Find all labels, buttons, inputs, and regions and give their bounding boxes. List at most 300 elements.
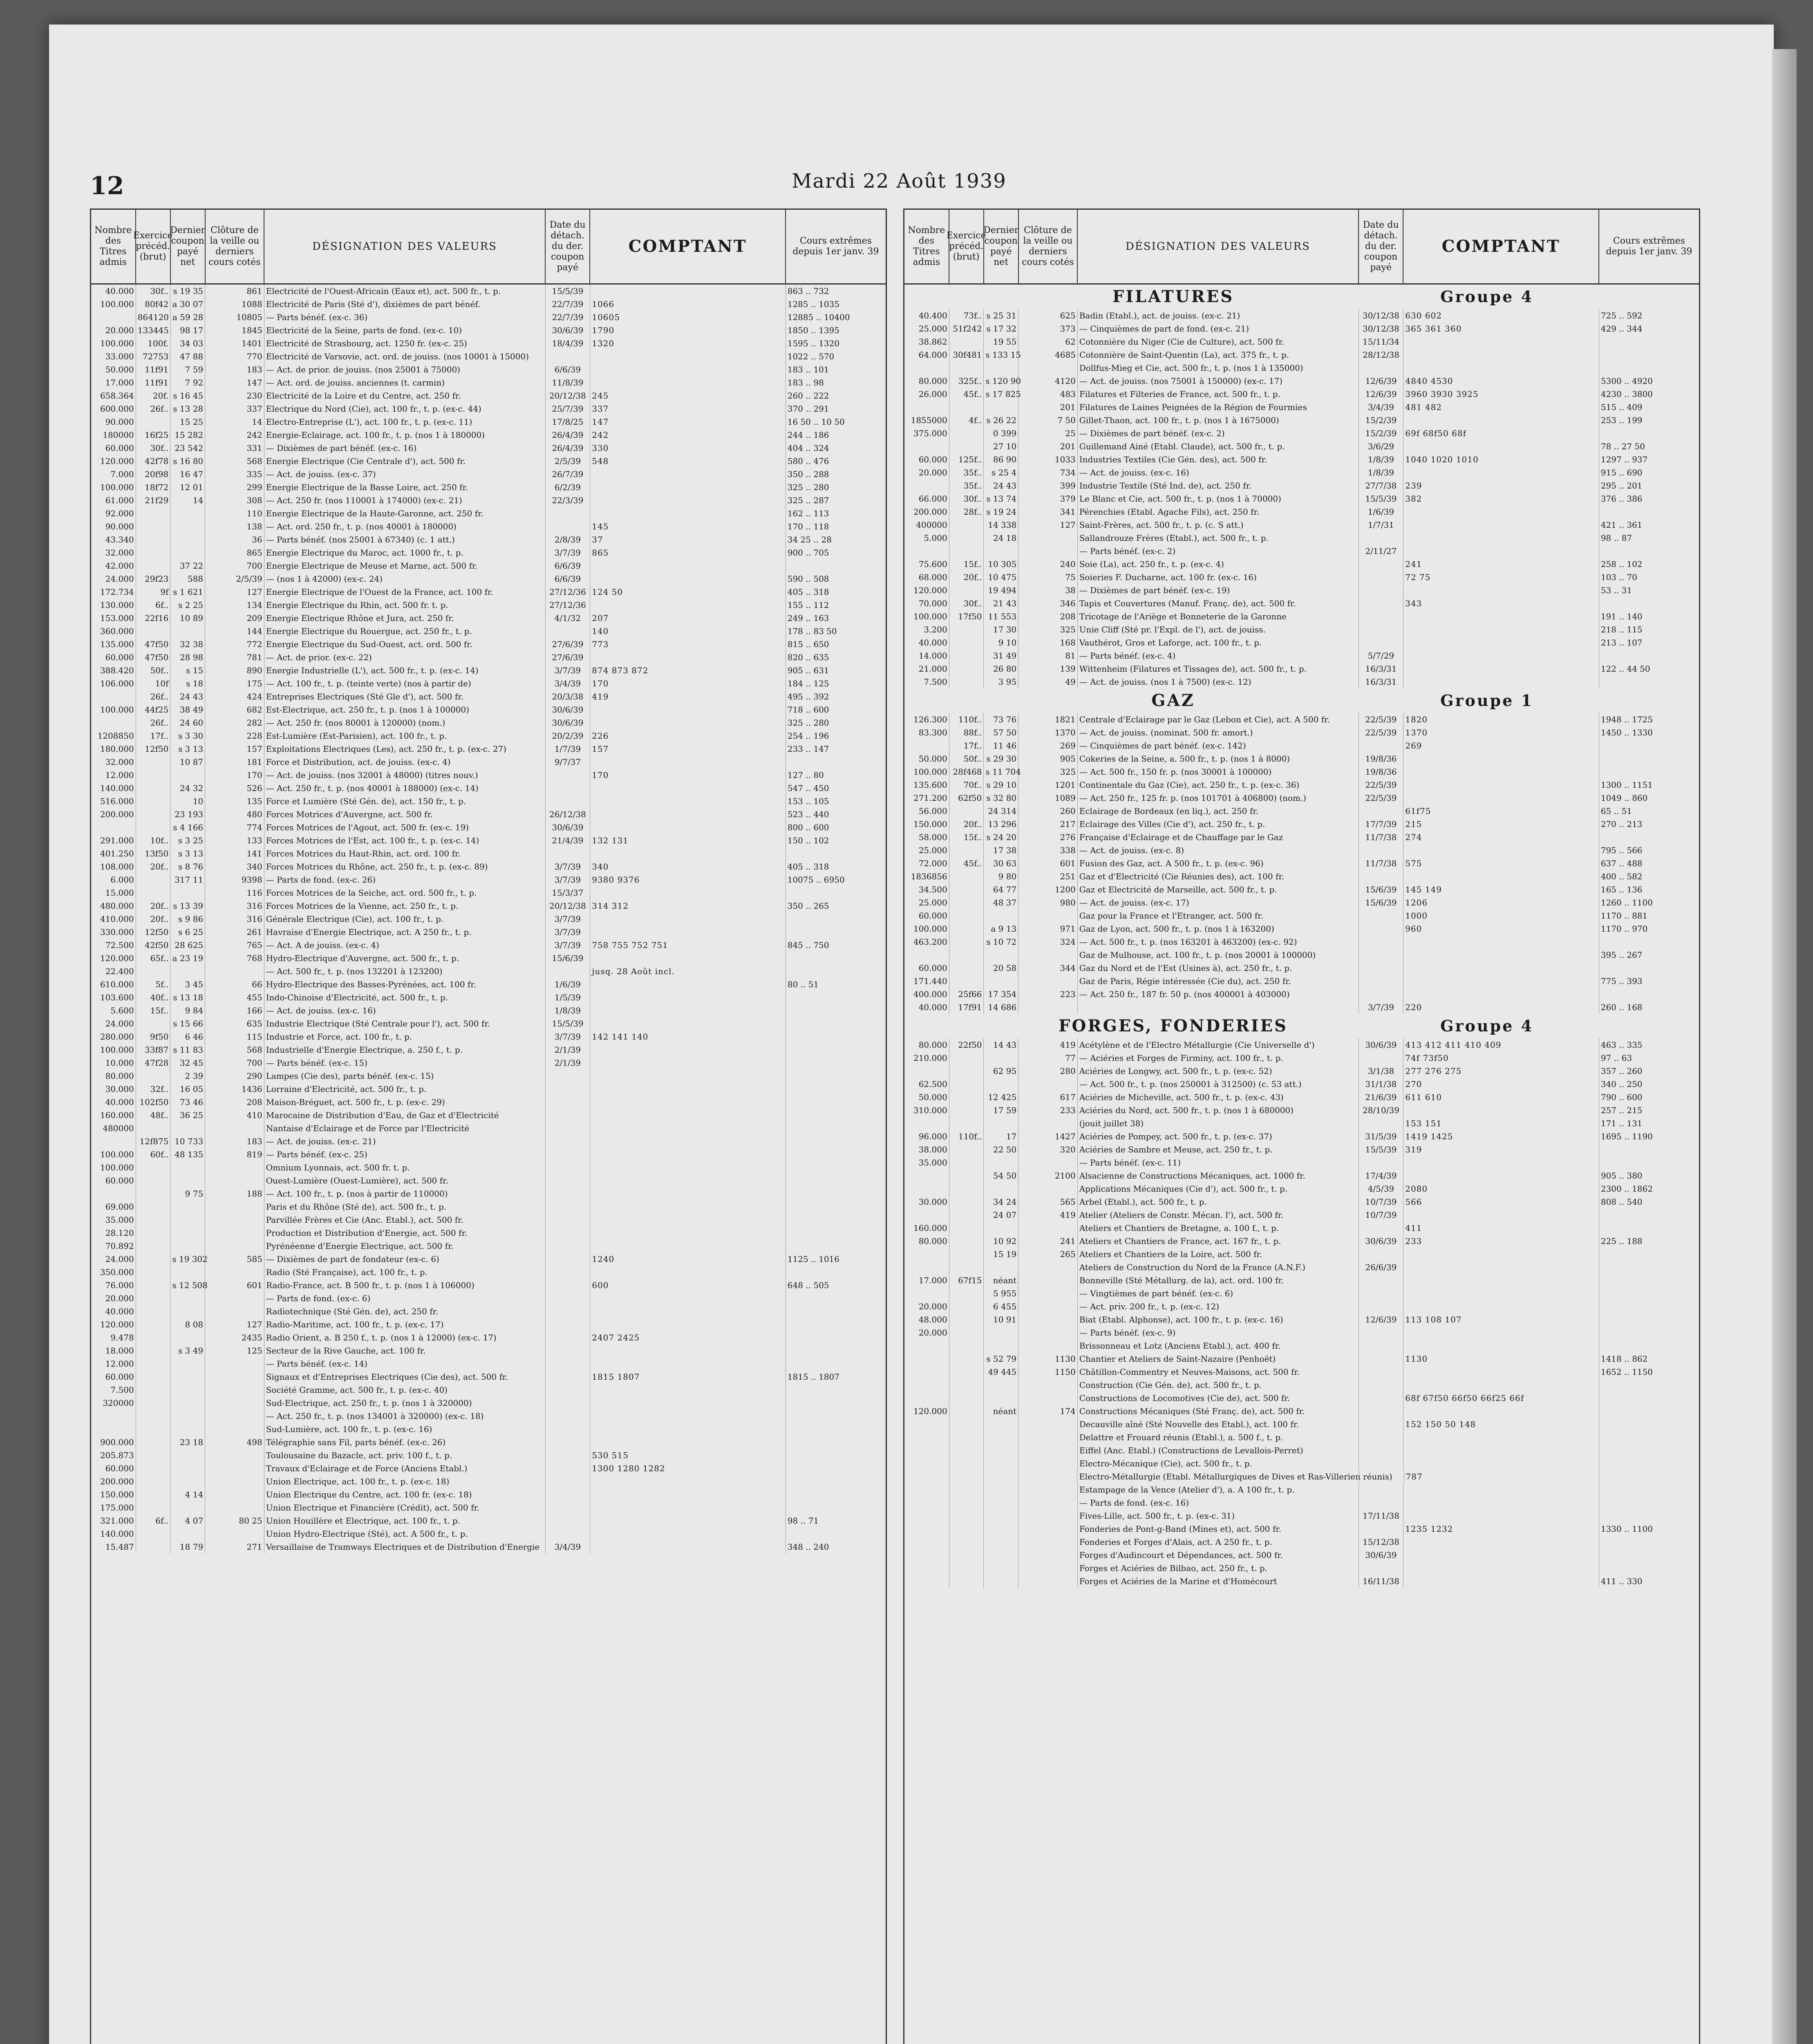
cell-cloture-veille: 865 bbox=[205, 546, 264, 559]
table-row bbox=[91, 494, 886, 507]
cell-exercice-precedent bbox=[136, 1200, 171, 1213]
cell-titres-admis: 20.000 bbox=[91, 324, 136, 337]
cell-titres-admis bbox=[91, 1187, 136, 1200]
cell-cours-extremes: 213 .. 107 bbox=[1600, 638, 1643, 648]
cell-cours-extremes: 775 .. 393 bbox=[1600, 976, 1643, 986]
table-row bbox=[904, 1444, 1699, 1457]
cell-date-detachement: 6/6/39 bbox=[546, 363, 591, 376]
cell-cloture-veille bbox=[205, 1292, 264, 1305]
cell-date-detachement: 27/6/39 bbox=[546, 638, 591, 651]
cell-comptant bbox=[590, 1514, 786, 1527]
cell-designation: — Parts bénéf. (nos 25001 à 67340) (c. 1 att.) bbox=[264, 533, 546, 546]
cell-cloture-veille: 7 50 bbox=[1018, 414, 1078, 427]
cell-designation: Forces Motrices de l'Agout, act. 500 fr. (ex-c. 19) bbox=[264, 821, 546, 834]
cell-comptant bbox=[1403, 1405, 1599, 1418]
cell-cloture-veille: 335 bbox=[205, 468, 264, 481]
cell-exercice-precedent bbox=[136, 1410, 171, 1423]
cell-dernier-coupon: 9 10 bbox=[984, 636, 1018, 649]
cell-cours-extremes bbox=[1599, 1549, 1699, 1562]
cell-dernier-coupon: s 11 83 bbox=[170, 1043, 205, 1056]
cell-dernier-coupon bbox=[984, 1117, 1018, 1130]
cell-dernier-coupon: 32 38 bbox=[170, 638, 205, 651]
table-row bbox=[904, 765, 1699, 778]
cell-dernier-coupon: 3 95 bbox=[984, 675, 1018, 688]
cell-comptant: 239 bbox=[1403, 479, 1599, 492]
cell-comptant bbox=[1403, 961, 1599, 975]
cell-cloture-veille: 251 bbox=[1018, 870, 1078, 883]
cell-comptant: 207 bbox=[590, 612, 786, 625]
cell-date-detachement: 20/12/38 bbox=[546, 389, 591, 402]
cell-dernier-coupon bbox=[984, 1051, 1018, 1065]
cell-designation: — Act. priv. 200 fr., t. p. (ex-c. 12) bbox=[1078, 1300, 1359, 1313]
cell-exercice-precedent bbox=[949, 1535, 984, 1549]
cell-dernier-coupon: s 120 90 bbox=[984, 374, 1018, 388]
cell-cloture-veille: 601 bbox=[205, 1279, 264, 1292]
cell-dernier-coupon: 12 425 bbox=[984, 1091, 1018, 1104]
cell-cloture-veille: 181 bbox=[205, 755, 264, 769]
cell-titres-admis: 100.000 bbox=[91, 1043, 136, 1056]
cell-cloture-veille: 373 bbox=[1018, 322, 1078, 335]
cell-cloture-veille: 25 bbox=[1018, 427, 1078, 440]
cell-cloture-veille bbox=[1018, 1549, 1078, 1562]
cell-comptant: 145 bbox=[590, 520, 786, 533]
cell-dernier-coupon: 14 686 bbox=[984, 1001, 1018, 1014]
table-row bbox=[91, 939, 886, 952]
cell-cloture-veille: 774 bbox=[205, 821, 264, 834]
cell-titres-admis: 480.000 bbox=[91, 899, 136, 912]
cell-cloture-veille: 399 bbox=[1018, 479, 1078, 492]
cell-dernier-coupon: 13 296 bbox=[984, 818, 1018, 831]
table-row bbox=[91, 808, 886, 821]
cell-comptant bbox=[590, 1004, 786, 1017]
cell-cloture-veille: 166 bbox=[205, 1004, 264, 1017]
cell-cloture-veille bbox=[1018, 1457, 1078, 1470]
cell-titres-admis: 291.000 bbox=[91, 834, 136, 847]
cell-date-detachement: 1/8/39 bbox=[1359, 466, 1404, 479]
cell-comptant: 1240 bbox=[590, 1253, 786, 1266]
cell-titres-admis: 103.600 bbox=[91, 991, 136, 1004]
cell-comptant: 69f 68f50 68f bbox=[1403, 427, 1599, 440]
cell-comptant: 1130 bbox=[1403, 1352, 1599, 1365]
table-row bbox=[904, 1549, 1699, 1562]
cell-cloture-veille: 135 bbox=[205, 795, 264, 808]
cell-titres-admis bbox=[904, 1117, 949, 1130]
cell-comptant: 274 bbox=[1403, 831, 1599, 844]
cell-designation: Radio-Maritime, act. 100 fr., t. p. (ex-c. 17) bbox=[264, 1318, 546, 1331]
cell-cloture-veille: 77 bbox=[1018, 1051, 1078, 1065]
cell-comptant: 74f 73f50 bbox=[1403, 1051, 1599, 1065]
cell-dernier-coupon bbox=[984, 1562, 1018, 1575]
cell-comptant: 3960 3930 3925 bbox=[1403, 388, 1599, 401]
table-row bbox=[91, 1253, 886, 1266]
cell-designation: Electro-Métallurgie (Etabl. Métallurgiques de Dives et Ras-Villerien réunis) bbox=[1077, 1470, 1359, 1483]
cell-date-detachement: 2/11/27 bbox=[1359, 545, 1404, 558]
cell-date-detachement: 1/5/39 bbox=[546, 991, 591, 1004]
cell-exercice-precedent: 21f29 bbox=[136, 494, 171, 507]
cell-dernier-coupon: 18 79 bbox=[170, 1540, 205, 1553]
cell-comptant bbox=[590, 1187, 786, 1200]
cell-designation: Arbel (Etabl.), act. 500 fr., t. p. bbox=[1078, 1195, 1359, 1208]
cell-dernier-coupon: 10 91 bbox=[984, 1313, 1018, 1326]
cell-dernier-coupon: 20 58 bbox=[984, 961, 1018, 975]
cell-titres-admis bbox=[91, 716, 136, 729]
cell-comptant: 220 bbox=[1403, 1001, 1599, 1014]
cell-titres-admis: 70.000 bbox=[904, 597, 949, 610]
cell-comptant: 2407 2425 bbox=[590, 1331, 786, 1344]
cell-exercice-precedent bbox=[136, 782, 171, 795]
table-row bbox=[91, 912, 886, 926]
cell-dernier-coupon bbox=[170, 1292, 205, 1305]
cell-date-detachement: 2/1/39 bbox=[546, 1043, 591, 1056]
cell-comptant bbox=[1403, 752, 1599, 765]
cell-cloture-veille: 772 bbox=[205, 638, 264, 651]
cell-cours-extremes bbox=[786, 1069, 886, 1083]
cell-titres-admis bbox=[904, 1575, 949, 1588]
cell-cours-extremes bbox=[786, 1056, 886, 1069]
cell-dernier-coupon: s 19 24 bbox=[984, 505, 1018, 518]
cell-designation: Energie Electrique du Rouergue, act. 250 fr., t. p. bbox=[264, 625, 546, 638]
cell-date-detachement bbox=[1359, 1051, 1404, 1065]
cell-designation: Alsacienne de Constructions Mécaniques, act. 1000 fr. bbox=[1078, 1169, 1359, 1182]
cell-cours-extremes: 260 .. 222 bbox=[787, 391, 829, 401]
cell-cloture-veille: 134 bbox=[205, 598, 264, 612]
cell-cours-extremes bbox=[786, 1043, 886, 1056]
cell-date-detachement: 27/12/36 bbox=[546, 598, 591, 612]
cell-cours-extremes: 233 .. 147 bbox=[787, 744, 829, 754]
cell-dernier-coupon: s 15 bbox=[170, 664, 205, 677]
cell-dernier-coupon bbox=[984, 1431, 1018, 1444]
cell-cours-extremes: 5300 .. 4920 bbox=[1600, 376, 1653, 386]
cell-comptant bbox=[1403, 870, 1599, 883]
cell-designation: — Act. 250 fr., t. p. (nos 40001 à 188000) (ex-c. 14) bbox=[264, 782, 546, 795]
cell-exercice-precedent bbox=[136, 1423, 171, 1436]
cell-titres-admis: 100.000 bbox=[904, 765, 949, 778]
cell-titres-admis: 20.000 bbox=[904, 1300, 949, 1313]
cell-exercice-precedent bbox=[136, 1449, 171, 1462]
cell-cours-extremes bbox=[1599, 1156, 1699, 1169]
cell-comptant bbox=[1403, 545, 1599, 558]
table-row bbox=[91, 834, 886, 847]
cell-date-detachement bbox=[546, 965, 591, 978]
cell-dernier-coupon: 10 305 bbox=[984, 558, 1018, 571]
cell-date-detachement bbox=[546, 1370, 591, 1383]
cell-cours-extremes bbox=[786, 1423, 886, 1436]
cell-designation: — Act. 250 fr., 125 fr. p. (nos 101701 à 406800) (nom.) bbox=[1078, 791, 1359, 805]
cell-dernier-coupon: 0 399 bbox=[984, 427, 1018, 440]
cell-comptant bbox=[590, 572, 786, 585]
cell-titres-admis: 100.000 bbox=[91, 298, 136, 311]
cell-cours-extremes bbox=[1599, 1313, 1699, 1326]
cell-cloture-veille: 208 bbox=[1018, 610, 1078, 623]
cell-cours-extremes: 325 .. 287 bbox=[787, 495, 829, 505]
header-exercice: Exercice précéd. (brut) bbox=[136, 210, 171, 283]
cell-exercice-precedent: 88f.. bbox=[949, 726, 984, 739]
cell-cloture-veille: 819 bbox=[205, 1148, 264, 1161]
cell-date-detachement bbox=[546, 1331, 591, 1344]
cell-date-detachement bbox=[1359, 975, 1404, 988]
cell-cloture-veille: 734 bbox=[1018, 466, 1078, 479]
cell-designation: Constructions Mécaniques (Sté Franç. de), act. 500 fr. bbox=[1078, 1405, 1359, 1418]
cell-designation: — Act. de jouiss. (ex-c. 16) bbox=[264, 1004, 546, 1017]
cell-designation: Eclairage de Bordeaux (en liq.), act. 250 fr. bbox=[1078, 805, 1359, 818]
cell-comptant: 874 873 872 bbox=[590, 664, 786, 677]
section-label: GAZ bbox=[1151, 691, 1195, 710]
cell-comptant: 1320 bbox=[590, 337, 786, 350]
cell-cours-extremes: 34 25 .. 28 bbox=[787, 535, 832, 545]
cell-dernier-coupon: s 1 621 bbox=[170, 585, 205, 598]
cell-exercice-precedent bbox=[136, 808, 171, 821]
cell-designation: Gaz du Nord et de l'Est (Usines à), act. 250 fr., t. p. bbox=[1078, 961, 1359, 975]
cell-titres-admis bbox=[904, 1365, 949, 1378]
cell-cours-extremes: 905 .. 631 bbox=[787, 666, 829, 675]
cell-cloture-veille: 133 bbox=[205, 834, 264, 847]
cell-exercice-precedent bbox=[949, 870, 984, 883]
cell-cloture-veille bbox=[1018, 1117, 1078, 1130]
table-row bbox=[91, 1279, 886, 1292]
cell-cours-extremes: 400 .. 582 bbox=[1600, 872, 1643, 881]
cell-cloture-veille bbox=[1018, 1575, 1078, 1588]
cell-dernier-coupon: s 19 35 bbox=[170, 285, 205, 298]
cell-date-detachement: 1/8/39 bbox=[1359, 453, 1404, 466]
cell-date-detachement: 30/6/39 bbox=[546, 703, 591, 716]
cell-cloture-veille bbox=[1018, 1078, 1078, 1091]
cell-comptant: 9380 9376 bbox=[590, 873, 786, 886]
cell-designation: Union Electrique du Centre, act. 100 fr. (ex-c. 18) bbox=[264, 1488, 546, 1501]
cell-exercice-precedent: 11f91 bbox=[136, 363, 171, 376]
cell-comptant bbox=[590, 1161, 786, 1174]
table-row bbox=[904, 466, 1699, 479]
cell-titres-admis: 410.000 bbox=[91, 912, 136, 926]
cell-cloture-veille bbox=[1018, 1509, 1078, 1522]
section-label: FORGES, FONDERIES bbox=[1059, 1016, 1288, 1035]
cell-exercice-precedent: 62f50 bbox=[949, 791, 984, 805]
cell-titres-admis: 280.000 bbox=[91, 1030, 136, 1043]
page-number: 12 bbox=[90, 172, 124, 200]
table-row bbox=[904, 948, 1699, 961]
table-row bbox=[91, 585, 886, 598]
cell-cours-extremes: 249 .. 163 bbox=[787, 613, 829, 623]
cell-comptant: 269 bbox=[1403, 739, 1599, 752]
cell-dernier-coupon: 5 955 bbox=[984, 1287, 1018, 1300]
cell-date-detachement bbox=[1359, 1287, 1404, 1300]
cell-exercice-precedent: 9f bbox=[136, 585, 171, 598]
cell-exercice-precedent: 28f.. bbox=[949, 505, 984, 518]
cell-titres-admis: 30.000 bbox=[91, 1083, 136, 1096]
cell-exercice-precedent bbox=[949, 1065, 984, 1078]
table-row bbox=[91, 337, 886, 350]
cell-comptant: 319 bbox=[1403, 1143, 1599, 1156]
cell-date-detachement: 22/7/39 bbox=[546, 298, 591, 311]
cell-cloture-veille: 1089 bbox=[1018, 791, 1078, 805]
cell-designation: Forges et Aciéries de Bilbao, act. 250 fr., t. p. bbox=[1078, 1562, 1359, 1575]
cell-titres-admis: 30.000 bbox=[904, 1195, 949, 1208]
cell-date-detachement bbox=[546, 1083, 591, 1096]
cell-dernier-coupon: s 19 302 bbox=[170, 1253, 205, 1266]
cell-cloture-veille: 183 bbox=[205, 363, 264, 376]
section-label: FILATURES bbox=[1112, 287, 1234, 306]
cell-comptant: 226 bbox=[590, 729, 786, 742]
cell-date-detachement bbox=[1359, 1326, 1404, 1339]
cell-cours-extremes: 260 .. 168 bbox=[1600, 1002, 1643, 1012]
cell-comptant bbox=[590, 1239, 786, 1253]
cell-cloture-veille bbox=[205, 1161, 264, 1174]
cell-exercice-precedent bbox=[949, 401, 984, 414]
cell-designation: Aciéries du Nord, act. 500 fr., t. p. (nos 1 à 680000) bbox=[1078, 1104, 1359, 1117]
cell-cloture-veille: 127 bbox=[205, 585, 264, 598]
cell-cours-extremes bbox=[786, 1501, 886, 1514]
cell-date-detachement: 10/7/39 bbox=[1359, 1195, 1404, 1208]
cell-dernier-coupon bbox=[984, 1078, 1018, 1091]
cell-date-detachement bbox=[1359, 922, 1404, 935]
cell-date-detachement: 15/5/39 bbox=[1359, 1143, 1404, 1156]
cell-titres-admis: 60.000 bbox=[904, 909, 949, 922]
cell-dernier-coupon: s 12 508 bbox=[170, 1279, 205, 1292]
table-row bbox=[904, 492, 1699, 505]
cell-cours-extremes bbox=[1599, 427, 1699, 440]
cell-titres-admis: 463.200 bbox=[904, 935, 949, 948]
cell-cours-extremes: 725 .. 592 bbox=[1600, 311, 1643, 320]
cell-dernier-coupon: 24 43 bbox=[984, 479, 1018, 492]
cell-cloture-veille: 316 bbox=[205, 912, 264, 926]
cell-designation: Electro-Mécanique (Cie), act. 500 fr., t. p. bbox=[1078, 1457, 1359, 1470]
cell-designation: Ateliers et Chantiers de Bretagne, a. 100 f., t. p. bbox=[1078, 1221, 1359, 1235]
cell-exercice-precedent: 30f.. bbox=[949, 597, 984, 610]
cell-titres-admis bbox=[904, 1522, 949, 1535]
cell-exercice-precedent bbox=[949, 649, 984, 662]
cell-cours-extremes: 98 .. 71 bbox=[787, 1516, 819, 1526]
section-group: Groupe 4 bbox=[1440, 1017, 1533, 1035]
cell-dernier-coupon bbox=[984, 909, 1018, 922]
cell-exercice-precedent bbox=[136, 559, 171, 572]
table-row bbox=[904, 479, 1699, 492]
cell-comptant bbox=[1403, 649, 1599, 662]
cell-dernier-coupon bbox=[170, 1200, 205, 1213]
cell-cloture-veille: 308 bbox=[205, 494, 264, 507]
cell-titres-admis: 150.000 bbox=[91, 1488, 136, 1501]
cell-dernier-coupon: 10 92 bbox=[984, 1235, 1018, 1248]
cell-designation: — Act. de jouiss. (ex-c. 8) bbox=[1078, 844, 1359, 857]
cell-designation: — Dixièmes de part bénéf. (ex-c. 19) bbox=[1078, 584, 1359, 597]
cell-exercice-precedent bbox=[136, 1292, 171, 1305]
cell-cloture-veille: 419 bbox=[1018, 1038, 1078, 1051]
cell-titres-admis bbox=[904, 1535, 949, 1549]
cell-titres-admis: 5.600 bbox=[91, 1004, 136, 1017]
cell-titres-admis: 12.000 bbox=[91, 1357, 136, 1370]
cell-exercice-precedent: 6f.. bbox=[136, 1514, 171, 1527]
cell-dernier-coupon: 6 455 bbox=[984, 1300, 1018, 1313]
cell-dernier-coupon: 19 494 bbox=[984, 584, 1018, 597]
table-row bbox=[904, 1457, 1699, 1470]
cell-titres-admis: 200.000 bbox=[904, 505, 949, 518]
cell-date-detachement bbox=[546, 1292, 591, 1305]
cell-date-detachement: 3/7/39 bbox=[546, 546, 591, 559]
cell-cours-extremes bbox=[786, 1135, 886, 1148]
cell-comptant: 245 bbox=[590, 389, 786, 402]
cell-date-detachement: 27/12/36 bbox=[546, 585, 591, 598]
table-row bbox=[904, 675, 1699, 688]
cell-titres-admis: 160.000 bbox=[904, 1221, 949, 1235]
cell-cours-extremes bbox=[786, 1200, 886, 1213]
cell-comptant: 72 75 bbox=[1403, 571, 1599, 584]
cell-cours-extremes: 637 .. 488 bbox=[1600, 858, 1643, 868]
cell-dernier-coupon: 98 17 bbox=[171, 324, 206, 337]
cell-designation: Energie Industrielle (L'), act. 500 fr., t. p. (ex-c. 14) bbox=[264, 664, 546, 677]
cell-dernier-coupon: s 10 72 bbox=[984, 935, 1018, 948]
cell-comptant bbox=[590, 991, 786, 1004]
cell-cours-extremes: 1285 .. 1035 bbox=[787, 299, 839, 309]
table-row bbox=[904, 1392, 1699, 1405]
cell-cloture-veille: 1033 bbox=[1018, 453, 1078, 466]
cell-exercice-precedent: 12f875 bbox=[136, 1135, 171, 1148]
page-date: Mardi 22 Août 1939 bbox=[792, 170, 1007, 193]
cell-comptant bbox=[1403, 1496, 1599, 1509]
cell-dernier-coupon bbox=[984, 1392, 1018, 1405]
cell-exercice-precedent: 4f.. bbox=[949, 414, 984, 427]
cell-cours-extremes bbox=[1599, 1339, 1699, 1352]
cell-titres-admis: 10.000 bbox=[91, 1056, 136, 1069]
cell-dernier-coupon bbox=[984, 1261, 1018, 1274]
cell-designation: — Cinquièmes de part de fond. (ex-c. 21) bbox=[1078, 322, 1359, 335]
cell-designation: Acétylène et de l'Electro Métallurgie (Cie Universelle d') bbox=[1078, 1038, 1359, 1051]
cell-dernier-coupon: 23 542 bbox=[170, 442, 205, 455]
cell-cloture-veille: 265 bbox=[1018, 1248, 1078, 1261]
table-row bbox=[904, 1313, 1699, 1326]
cell-cloture-veille: 66 bbox=[205, 978, 264, 991]
cell-designation: Energie Electrique du Rhin, act. 500 fr. t. p. bbox=[264, 598, 546, 612]
cell-cours-extremes: 1022 .. 570 bbox=[787, 352, 835, 361]
cell-cours-extremes bbox=[1599, 1261, 1699, 1274]
cell-cloture-veille: 617 bbox=[1018, 1091, 1078, 1104]
cell-cours-extremes bbox=[1599, 1431, 1699, 1444]
cell-cloture-veille: 49 bbox=[1018, 675, 1078, 688]
cell-cours-extremes bbox=[1599, 831, 1699, 844]
cell-dernier-coupon: 49 445 bbox=[984, 1365, 1018, 1378]
cell-cloture-veille: 410 bbox=[205, 1109, 264, 1122]
cell-date-detachement: 17/8/25 bbox=[546, 415, 591, 428]
cell-designation: — Act. ord. de jouiss. anciennes (t. carmin) bbox=[264, 376, 546, 389]
cell-cloture-veille: 1200 bbox=[1018, 883, 1078, 896]
cell-cours-extremes: 900 .. 705 bbox=[787, 548, 829, 558]
cell-comptant bbox=[590, 1527, 786, 1540]
cell-comptant bbox=[590, 912, 786, 926]
cell-dernier-coupon: 16 47 bbox=[170, 468, 205, 481]
cell-exercice-precedent bbox=[949, 1313, 984, 1326]
cell-dernier-coupon: 7 92 bbox=[170, 376, 205, 389]
cell-designation: Eiffel (Anc. Etabl.) (Constructions de Levallois-Perret) bbox=[1078, 1444, 1359, 1457]
cell-exercice-precedent: 42f50 bbox=[136, 939, 171, 952]
cell-cours-extremes: 815 .. 650 bbox=[787, 639, 829, 649]
cell-date-detachement bbox=[1359, 584, 1404, 597]
cell-titres-admis bbox=[904, 1378, 949, 1392]
cell-cloture-veille: 1821 bbox=[1018, 713, 1078, 726]
cell-titres-admis bbox=[904, 1483, 949, 1496]
cell-cloture-veille bbox=[1018, 1300, 1078, 1313]
cell-exercice-precedent bbox=[136, 1344, 171, 1357]
cell-dernier-coupon: s 2 25 bbox=[170, 598, 205, 612]
cell-cloture-veille bbox=[1018, 948, 1078, 961]
cell-cloture-veille: 424 bbox=[205, 690, 264, 703]
cell-exercice-precedent bbox=[949, 427, 984, 440]
cell-comptant bbox=[1403, 1575, 1599, 1588]
cell-cours-extremes: 370 .. 291 bbox=[787, 404, 829, 414]
cell-cours-extremes bbox=[1599, 1457, 1699, 1470]
cell-cours-extremes: 325 .. 280 bbox=[787, 718, 829, 728]
cell-comptant bbox=[590, 1305, 786, 1318]
cell-dernier-coupon: 36 25 bbox=[170, 1109, 205, 1122]
right-table-body bbox=[904, 285, 1699, 1588]
cell-exercice-precedent bbox=[949, 1221, 984, 1235]
cell-designation: Forces Motrices de la Seiche, act. ord. 500 fr., t. p. bbox=[264, 886, 546, 899]
